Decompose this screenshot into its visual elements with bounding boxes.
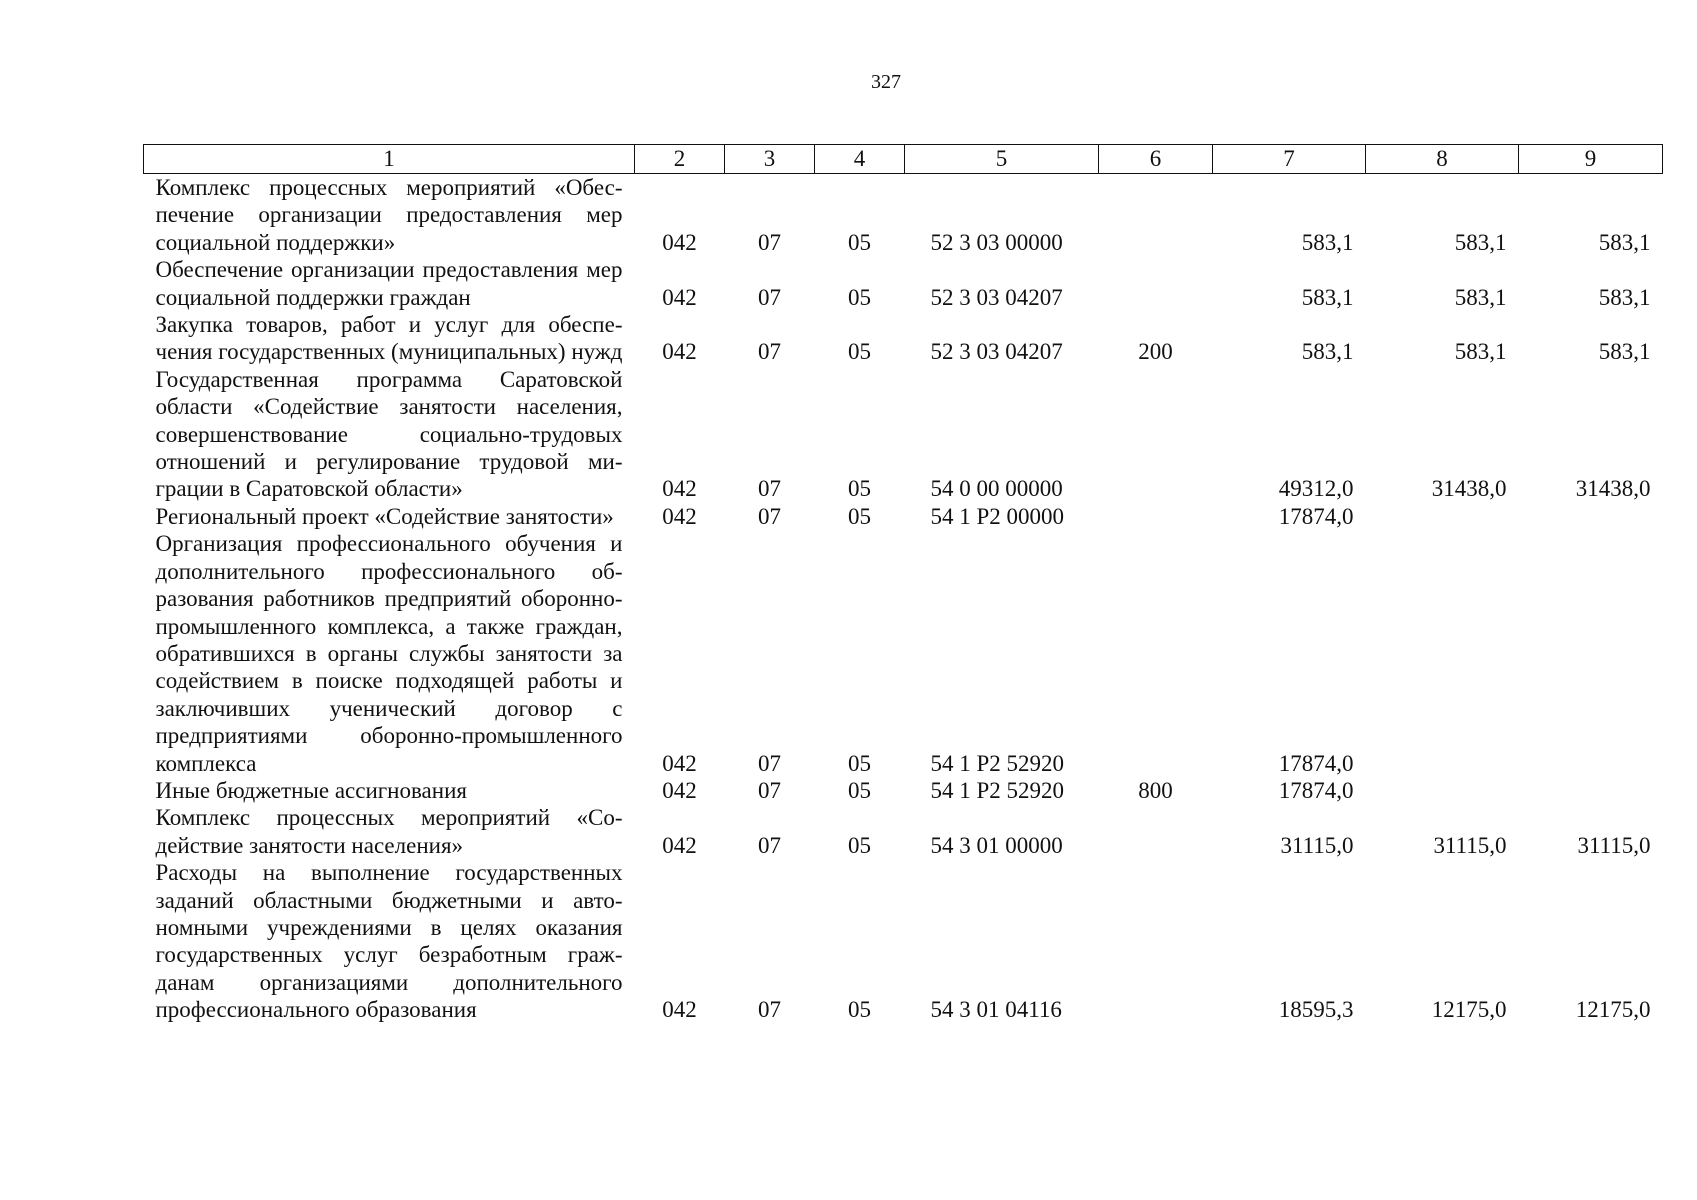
header-cell-1: 1 — [144, 145, 635, 174]
row-amount-1: 583,1 — [1301, 229, 1354, 255]
row-amount-1: 17874,0 — [1278, 503, 1354, 529]
row-ministry-code: 042 — [662, 476, 697, 502]
row-target-article: 52 3 03 04207 — [930, 339, 1063, 365]
row-expense-type — [1099, 503, 1213, 530]
row-ministry-code: 042 — [662, 339, 697, 365]
row-amount-2: 583,1 — [1454, 284, 1507, 310]
row-amount-1: 31115,0 — [1280, 832, 1354, 858]
row-ministry-code: 042 — [662, 777, 697, 803]
header-cell-3: 3 — [725, 145, 815, 174]
row-ministry-code: 042 — [662, 229, 697, 255]
row-ministry-code: 042 — [662, 832, 697, 858]
row-name: Комплекс процессных мероприятий «Обеспечение организации предоставления мер социальной поддержки» — [155, 175, 623, 255]
table-row — [144, 530, 1663, 777]
row-amount-2: 583,1 — [1454, 339, 1507, 365]
row-target-article: 54 1 P2 00000 — [930, 503, 1065, 529]
header-cell-8: 8 — [1366, 145, 1519, 174]
row-name: Закупка товаров, работ и услуг для обеспечения государственных (муниципальных) нужд — [155, 312, 623, 365]
row-amount-1: 49312,0 — [1278, 476, 1354, 502]
row-expense-type: 800 — [1138, 777, 1173, 803]
row-amount-1: 17874,0 — [1278, 750, 1354, 776]
table-row — [144, 366, 1663, 503]
row-name: Иные бюджетные ассигнования — [155, 777, 467, 803]
row-expense-type — [1099, 859, 1213, 1023]
row-expense-type — [1099, 804, 1213, 859]
row-subsection-code: 05 — [848, 777, 871, 803]
row-amount-2: 31115,0 — [1433, 832, 1507, 858]
row-name: Государственная программа Саратовской области «Содействие занятости населения, совершенствование социально-трудовых отношений и регулирование трудовой миграции в Саратовской области» — [155, 366, 623, 502]
row-section-code: 07 — [758, 997, 781, 1023]
row-subsection-code: 05 — [848, 997, 871, 1023]
row-amount-3 — [1519, 530, 1663, 777]
row-section-code: 07 — [758, 339, 781, 365]
row-name: Обеспечение организации предоставления мер социальной поддержки граждан — [155, 257, 623, 310]
row-subsection-code: 05 — [848, 476, 871, 502]
row-section-code: 07 — [758, 229, 781, 255]
row-expense-type — [1099, 174, 1213, 257]
row-name: Комплекс процессных мероприятий «Содействие занятости населения» — [155, 805, 623, 858]
row-section-code: 07 — [758, 777, 781, 803]
page-number: 327 — [871, 71, 901, 93]
row-section-code: 07 — [758, 503, 781, 529]
row-ministry-code: 042 — [662, 750, 697, 776]
table-row — [144, 804, 1663, 859]
row-subsection-code: 05 — [848, 503, 871, 529]
row-subsection-code: 05 — [848, 750, 871, 776]
budget-table — [143, 144, 1663, 1024]
row-ministry-code: 042 — [662, 997, 697, 1023]
table-row — [144, 777, 1663, 804]
row-amount-3 — [1519, 777, 1663, 804]
header-cell-2: 2 — [635, 145, 725, 174]
row-expense-type — [1099, 530, 1213, 777]
row-target-article: 54 0 00 00000 — [930, 476, 1063, 502]
header-cell-4: 4 — [815, 145, 905, 174]
row-target-article: 54 1 P2 52920 — [930, 750, 1065, 776]
row-amount-2 — [1366, 530, 1519, 777]
header-cell-6: 6 — [1099, 145, 1213, 174]
row-section-code: 07 — [758, 476, 781, 502]
row-amount-2 — [1366, 777, 1519, 804]
table-row — [144, 174, 1663, 257]
row-expense-type — [1099, 366, 1213, 503]
row-amount-3: 583,1 — [1598, 229, 1651, 255]
header-cell-7: 7 — [1213, 145, 1366, 174]
row-expense-type: 200 — [1138, 339, 1173, 365]
header-row — [144, 145, 1663, 174]
row-subsection-code: 05 — [848, 229, 871, 255]
row-amount-2 — [1366, 503, 1519, 530]
row-target-article: 54 3 01 04116 — [930, 997, 1062, 1023]
row-amount-3: 12175,0 — [1575, 997, 1651, 1023]
row-subsection-code: 05 — [848, 832, 871, 858]
row-amount-1: 17874,0 — [1278, 777, 1354, 803]
table-row — [144, 311, 1663, 366]
row-section-code: 07 — [758, 832, 781, 858]
row-name: Расходы на выполнение государственных заданий областными бюджетными и автономными учреждениями в целях оказания государственных услуг безработным гражданам организациями дополнительного профессионального образования — [155, 860, 623, 1023]
row-amount-2: 12175,0 — [1431, 997, 1507, 1023]
row-target-article: 52 3 03 00000 — [930, 229, 1063, 255]
row-name: Региональный проект «Содействие занятости» — [155, 503, 614, 529]
row-section-code: 07 — [758, 284, 781, 310]
row-ministry-code: 042 — [662, 284, 697, 310]
row-section-code: 07 — [758, 750, 781, 776]
row-amount-2: 583,1 — [1454, 229, 1507, 255]
table-row — [144, 859, 1663, 1023]
row-amount-3 — [1519, 503, 1663, 530]
row-amount-1: 583,1 — [1301, 284, 1354, 310]
row-subsection-code: 05 — [848, 284, 871, 310]
header-cell-9: 9 — [1519, 145, 1663, 174]
row-expense-type — [1099, 256, 1213, 311]
row-amount-3: 31438,0 — [1575, 476, 1651, 502]
header-cell-5: 5 — [905, 145, 1099, 174]
row-amount-2: 31438,0 — [1431, 476, 1507, 502]
row-target-article: 54 1 P2 52920 — [930, 777, 1065, 803]
row-amount-3: 583,1 — [1598, 284, 1651, 310]
row-amount-3: 31115,0 — [1577, 832, 1651, 858]
row-ministry-code: 042 — [662, 503, 697, 529]
row-target-article: 52 3 03 04207 — [930, 284, 1063, 310]
row-target-article: 54 3 01 00000 — [930, 832, 1063, 858]
row-amount-3: 583,1 — [1598, 339, 1651, 365]
row-name: Организация профессионального обучения и дополнительного профессионального образования работников предприятий оборонно-промышленного комплекса, а также граждан, обратившихся в органы службы занятости за содействием в поиске подходящей работы и заключивших ученический договор с предприятиями оборонно-промышленного комплекса — [155, 531, 623, 776]
row-amount-1: 583,1 — [1301, 339, 1354, 365]
table-row — [144, 256, 1663, 311]
row-amount-1: 18595,3 — [1278, 997, 1354, 1023]
row-subsection-code: 05 — [848, 339, 871, 365]
table-row — [144, 503, 1663, 530]
